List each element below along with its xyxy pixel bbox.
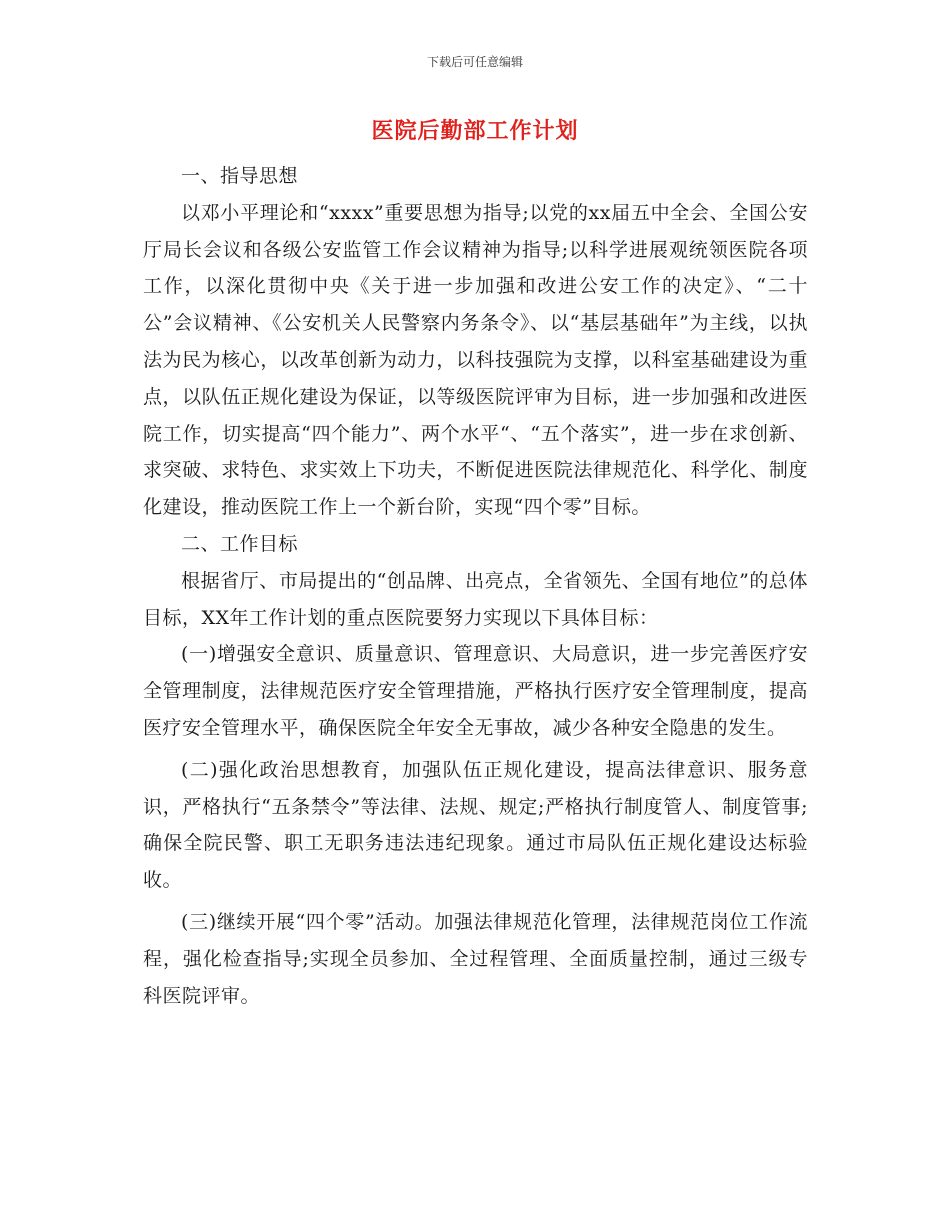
goal-item-1: (一)增强安全意识、质量意识、管理意识、大局意识，进一步完善医疗安全管理制度，法律规范医疗安全管理措施，严格执行医疗安全管理制度，提高医疗安全管理水平，确保医院全年安全无事故，减少各种安全隐患的发生。 bbox=[143, 643, 808, 739]
header-note: 下载后可任意编辑 bbox=[426, 55, 523, 69]
document-title: 医院后勤部工作计划 bbox=[371, 119, 579, 144]
paragraph-guiding-ideology: 以邓小平理论和“xxxx”重要思想为指导;以党的xx届五中全会、全国公安厅局长会议和各级公安监管工作会议精神为指导;以科学进展观统领医院各项工作，以深化贯彻中央《关于进一步加强和改进公安工作的决定》、“二十公”会议精神、《公安机关人民警察内务条令》、以“基层基础年”为主线，以执法为民为核心，以改革创新为动力，以科技强院为支撑，以科室基础建设为重点，以队伍正规化建设为保证，以等级医院评审为目标，进一步加强和改进医院工作，切实提高“四个能力”、两个水平“、“五个落实”，进一步在求创新、求突破、求特色、求实效上下功夫，不断促进医院法律规范化、科学化、制度化建设，推动医院工作上一个新台阶，实现“四个零”目标。 bbox=[143, 201, 808, 519]
section-heading-guiding-ideology: 一、指导思想 bbox=[181, 165, 299, 187]
goal-item-2: (二)强化政治思想教育，加强队伍正规化建设，提高法律意识、服务意识，严格执行“五条禁令”等法律、法规、规定;严格执行制度管人、制度管事;确保全院民警、职工无职务违法违纪现象。通过市局队伍正规化建设达标验收。 bbox=[143, 758, 808, 892]
paragraph-work-goals: 根据省厅、市局提出的“创品牌、出亮点，全省领先、全国有地位”的总体目标，XX年工作计划的重点医院要努力实现以下具体目标： bbox=[143, 569, 808, 629]
document-body bbox=[143, 158, 808, 1014]
section-heading-work-goals: 二、工作目标 bbox=[181, 532, 299, 555]
goal-item-3: (三)继续开展“四个零”活动。加强法律规范化管理，法律规范岗位工作流程，强化检查指导;实现全员参加、全过程管理、全面质量控制，通过三级专科医院评审。 bbox=[143, 910, 808, 1007]
